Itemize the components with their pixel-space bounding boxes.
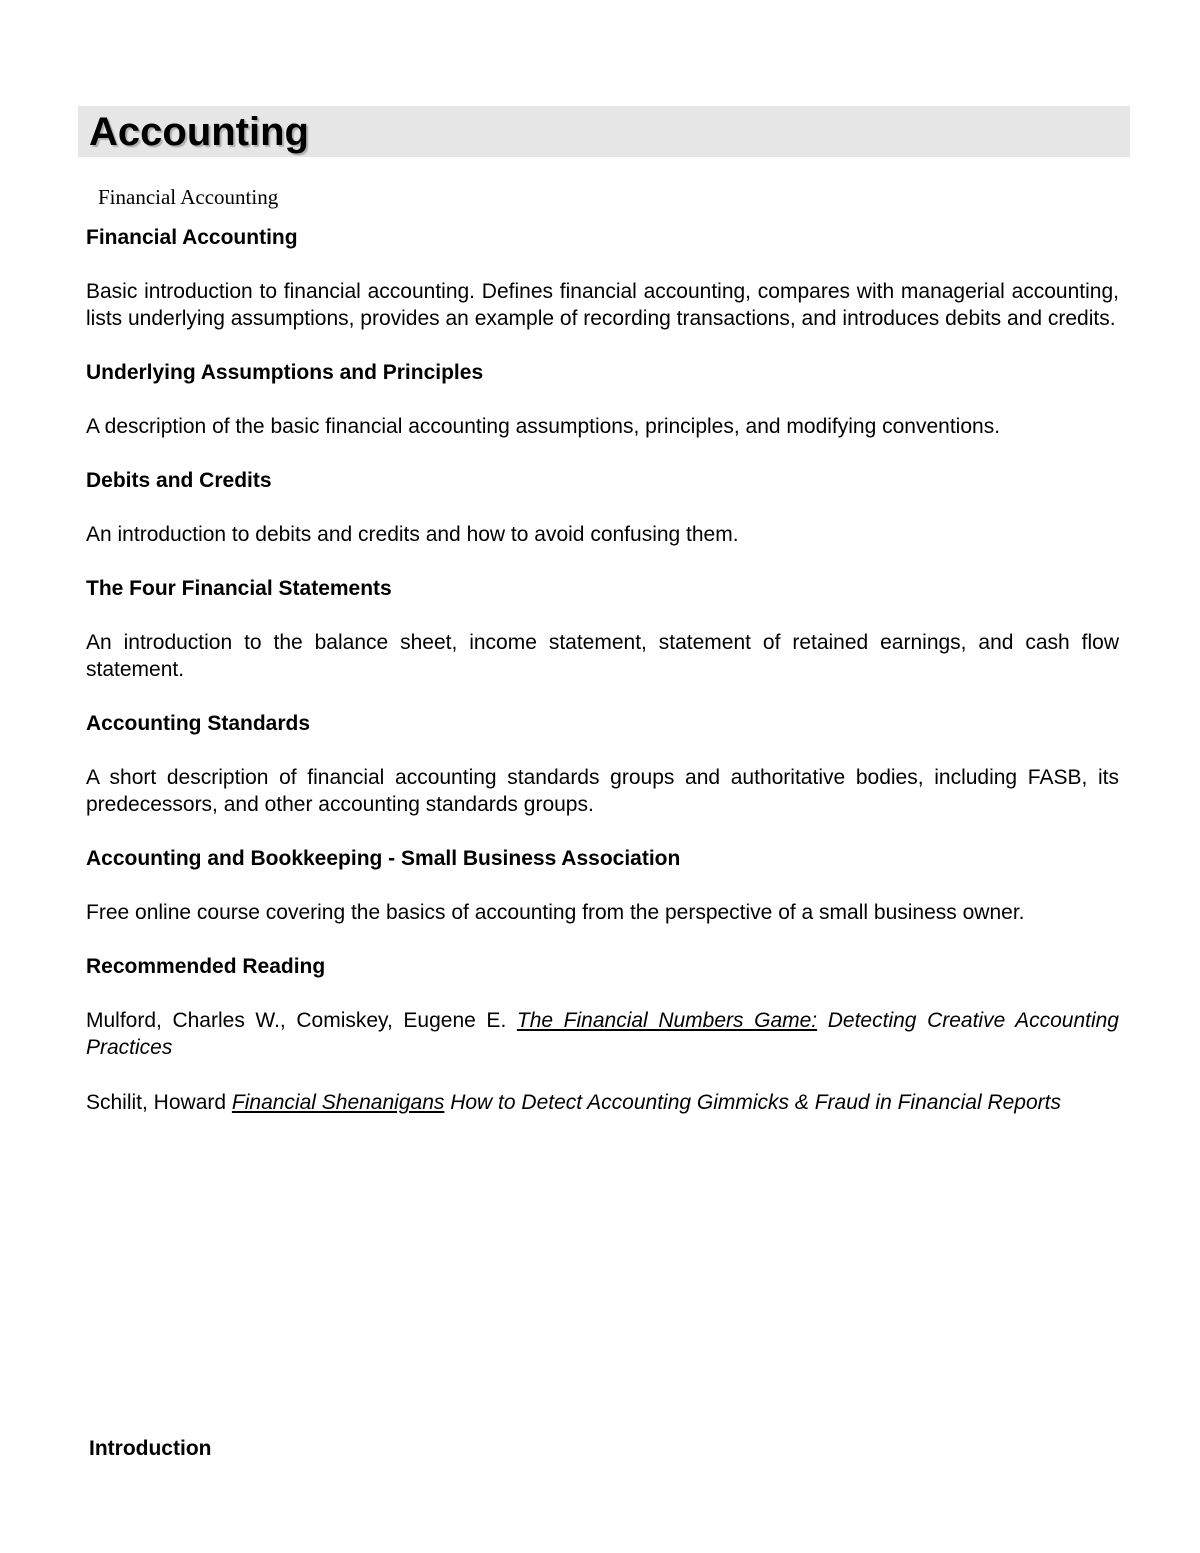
reading-item — [86, 1007, 1119, 1061]
section-body-debits-credits: An introduction to debits and credits and how to avoid confusing them. — [86, 523, 739, 546]
section-heading-four-statements: The Four Financial Statements — [86, 577, 392, 600]
reading-title-link[interactable]: The Financial Numbers Game: — [516, 1009, 818, 1032]
reading-title-link[interactable]: Financial Shenanigans — [231, 1091, 445, 1114]
section-heading-assumptions: Underlying Assumptions and Principles — [86, 361, 484, 384]
section-body-assumptions: A description of the basic financial accounting assumptions, principles, and modifying conventions. — [86, 415, 1001, 438]
page-title: Accounting — [89, 110, 309, 154]
section-heading-financial-accounting: Financial Accounting — [86, 226, 298, 249]
section-body-financial-accounting: Basic introduction to financial accounting. Defines financial accounting, compares with managerial accounting, lists underlying assumptions, provides an example of recording transactions, and introduces debits and credits. — [86, 280, 1119, 330]
main-content — [86, 224, 1119, 1144]
section-body-standards: A short description of financial accounting standards groups and authoritative bodies, including FASB, its predecessors, and other accounting standards groups. — [86, 766, 1119, 816]
section-heading-standards: Accounting Standards — [86, 712, 311, 735]
introduction-heading: Introduction — [89, 1437, 212, 1460]
page-subtitle: Financial Accounting — [98, 185, 279, 209]
reading-subtitle: Detecting Creative Accounting Practices — [86, 1009, 1119, 1059]
title-band — [78, 106, 1130, 157]
reading-authors: Schilit, Howard — [86, 1091, 232, 1114]
recommended-reading-heading: Recommended Reading — [86, 955, 326, 978]
reading-subtitle: How to Detect Accounting Gimmicks & Fraud in Financial Reports — [444, 1091, 1061, 1114]
section-heading-bookkeeping: Accounting and Bookkeeping - Small Business Association — [86, 847, 681, 870]
reading-item — [86, 1089, 1119, 1116]
section-heading-debits-credits: Debits and Credits — [86, 469, 272, 492]
reading-authors: Mulford, Charles W., Comiskey, Eugene E. — [86, 1009, 517, 1032]
section-body-bookkeeping: Free online course covering the basics of accounting from the perspective of a small business owner. — [86, 901, 1025, 924]
section-body-four-statements: An introduction to the balance sheet, income statement, statement of retained earnings, and cash flow statement. — [86, 631, 1119, 681]
